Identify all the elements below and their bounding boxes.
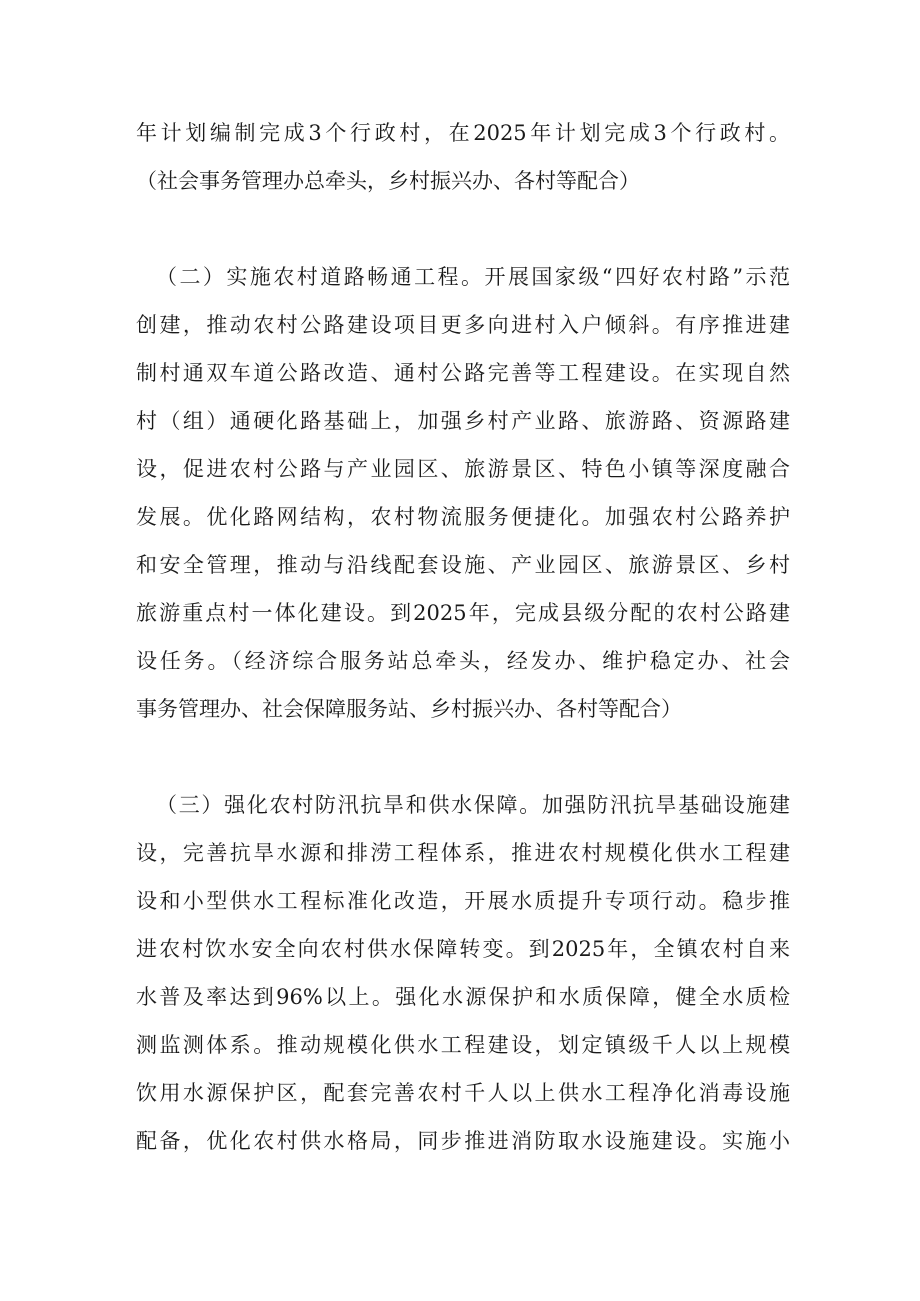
paragraph-line: （社会事务管理办总牵头，乡村振兴办、各村等配合） (136, 169, 640, 193)
paragraph-line: 发展。优化路网结构，农村物流服务便捷化。加强农村公路养护 (136, 505, 790, 529)
paragraph-line: 设和小型供水工程标准化改造，开展水质提升专项行动。稳步推 (136, 889, 790, 913)
paragraph-line: 设，完善抗旱水源和排涝工程体系，推进农村规模化供水工程建 (136, 841, 790, 865)
paragraph-line: 制村通双车道公路改造、通村公路完善等工程建设。在实现自然 (136, 361, 790, 385)
paragraph-line: 水普及率达到96%以上。强化水源保护和水质保障，健全水质检 (136, 985, 790, 1009)
paragraph-line: 旅游重点村一体化建设。到2025年，完成县级分配的农村公路建 (136, 601, 790, 625)
paragraph-line: 设，促进农村公路与产业园区、旅游景区、特色小镇等深度融合 (136, 457, 790, 481)
paragraph-line: 村（组）通硬化路基础上，加强乡村产业路、旅游路、资源路建 (136, 409, 790, 433)
paragraph-line: 测监测体系。推动规模化供水工程建设，划定镇级千人以上规模 (136, 1033, 790, 1057)
paragraph-line: 饮用水源保护区，配套完善农村千人以上供水工程净化消毒设施 (136, 1081, 790, 1105)
section-heading-line: （三）强化农村防汛抗旱和供水保障。加强防汛抗旱基础设施建 (156, 793, 790, 817)
paragraph-line: 设任务。（经济综合服务站总牵头，经发办、维护稳定办、社会 (136, 649, 790, 673)
paragraph-line: 事务管理办、社会保障服务站、乡村振兴办、各村等配合） (136, 697, 682, 721)
section-heading-line: （二）实施农村道路畅通工程。开展国家级“四好农村路”示范 (156, 265, 790, 289)
paragraph-line: 配备，优化农村供水格局，同步推进消防取水设施建设。实施小 (136, 1129, 790, 1153)
paragraph-line: 和安全管理，推动与沿线配套设施、产业园区、旅游景区、乡村 (136, 553, 790, 577)
paragraph-line: 年计划编制完成3个行政村，在2025年计划完成3个行政村。 (136, 121, 790, 145)
paragraph-line: 创建，推动农村公路建设项目更多向进村入户倾斜。有序推进建 (136, 313, 790, 337)
paragraph-line: 进农村饮水安全向农村供水保障转变。到2025年，全镇农村自来 (136, 937, 790, 961)
